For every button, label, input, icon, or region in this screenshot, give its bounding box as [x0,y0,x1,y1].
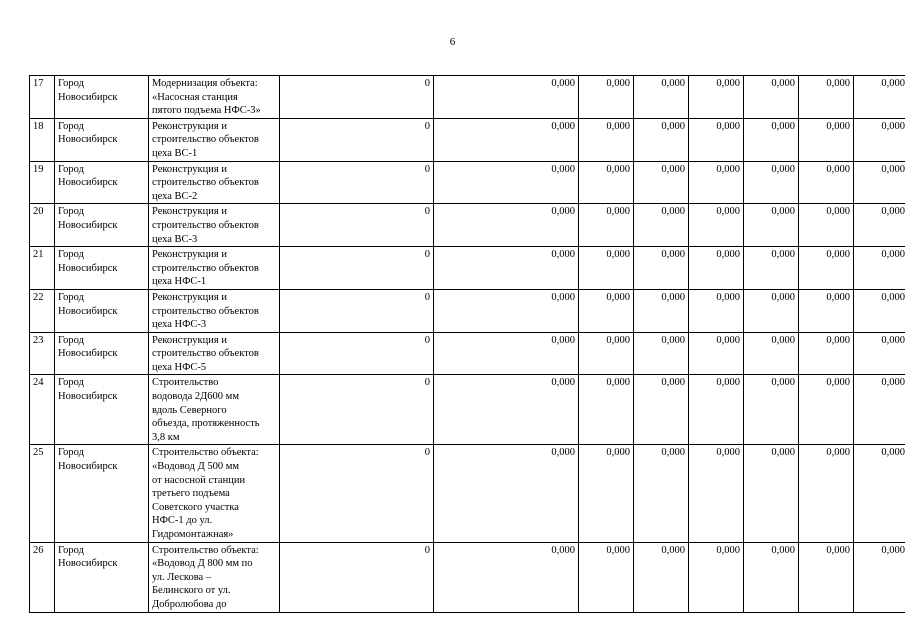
value-cell: 0,000 [799,445,854,542]
count-cell: 0 [280,375,434,445]
value-cell: 0,000 [579,542,634,612]
value-cell: 0,000 [434,542,579,612]
value-cell: 0,000 [434,76,579,119]
value-cell: 0,000 [744,445,799,542]
city-cell: Город Новосибирск [55,118,149,161]
value-cell: 0,000 [434,375,579,445]
value-cell: 0,000 [579,445,634,542]
city-cell: Город Новосибирск [55,247,149,290]
row-number-cell: 25 [30,445,55,542]
table-row [30,332,905,375]
value-cell: 0,000 [689,375,744,445]
city-cell: Город Новосибирск [55,445,149,542]
row-number-cell: 23 [30,332,55,375]
value-cell: 0,000 [579,247,634,290]
project-name-cell: Модернизация объекта: «Насосная станция пятого подъема НФС-3» [149,76,280,119]
value-cell: 0,000 [689,247,744,290]
value-cell: 0,000 [434,247,579,290]
value-cell: 0,000 [854,118,905,161]
value-cell: 0,000 [634,161,689,204]
project-name-cell: Реконструкция и строительство объектов цеха НФС-3 [149,289,280,332]
value-cell: 0,000 [854,445,905,542]
row-number-cell: 17 [30,76,55,119]
value-cell: 0,000 [579,161,634,204]
value-cell: 0,000 [854,204,905,247]
value-cell: 0,000 [799,332,854,375]
table-body [30,76,905,613]
project-name-cell: Реконструкция и строительство объектов цеха НФС-5 [149,332,280,375]
city-cell: Город Новосибирск [55,204,149,247]
value-cell: 0,000 [799,247,854,290]
count-cell: 0 [280,76,434,119]
project-name-cell: Строительство водовода 2Д600 мм вдоль Северного объезда, протяженность 3,8 км [149,375,280,445]
table-row [30,289,905,332]
count-cell: 0 [280,332,434,375]
value-cell: 0,000 [744,289,799,332]
value-cell: 0,000 [579,204,634,247]
city-cell: Город Новосибирск [55,375,149,445]
row-number-cell: 20 [30,204,55,247]
value-cell: 0,000 [854,161,905,204]
row-number-cell: 21 [30,247,55,290]
value-cell: 0,000 [579,289,634,332]
value-cell: 0,000 [434,161,579,204]
value-cell: 0,000 [434,332,579,375]
value-cell: 0,000 [689,445,744,542]
value-cell: 0,000 [689,118,744,161]
table-row [30,542,905,612]
value-cell: 0,000 [854,542,905,612]
value-cell: 0,000 [854,375,905,445]
city-cell: Город Новосибирск [55,542,149,612]
value-cell: 0,000 [634,289,689,332]
value-cell: 0,000 [634,76,689,119]
project-name-cell: Реконструкция и строительство объектов цеха НФС-1 [149,247,280,290]
project-name-cell: Строительство объекта: «Водовод Д 500 мм от насосной станции третьего подъема Советского участка НФС-1 до ул. Гидромонтажная» [149,445,280,542]
page-number: 6 [449,36,456,48]
value-cell: 0,000 [434,118,579,161]
value-cell: 0,000 [799,118,854,161]
table-row [30,375,905,445]
value-cell: 0,000 [634,445,689,542]
project-name-cell: Реконструкция и строительство объектов цеха ВС-2 [149,161,280,204]
value-cell: 0,000 [434,204,579,247]
value-cell: 0,000 [744,247,799,290]
value-cell: 0,000 [634,247,689,290]
value-cell: 0,000 [434,289,579,332]
value-cell: 0,000 [744,118,799,161]
value-cell: 0,000 [579,332,634,375]
value-cell: 0,000 [634,542,689,612]
value-cell: 0,000 [689,542,744,612]
value-cell: 0,000 [744,76,799,119]
table-row [30,76,905,119]
table-row [30,247,905,290]
value-cell: 0,000 [744,161,799,204]
value-cell: 0,000 [579,375,634,445]
value-cell: 0,000 [689,332,744,375]
value-cell: 0,000 [689,76,744,119]
count-cell: 0 [280,204,434,247]
value-cell: 0,000 [799,161,854,204]
value-cell: 0,000 [744,542,799,612]
value-cell: 0,000 [634,332,689,375]
value-cell: 0,000 [799,375,854,445]
table-row [30,445,905,542]
row-number-cell: 19 [30,161,55,204]
value-cell: 0,000 [689,204,744,247]
row-number-cell: 24 [30,375,55,445]
city-cell: Город Новосибирск [55,332,149,375]
project-name-cell: Реконструкция и строительство объектов цеха ВС-3 [149,204,280,247]
value-cell: 0,000 [799,76,854,119]
row-number-cell: 22 [30,289,55,332]
value-cell: 0,000 [744,204,799,247]
row-number-cell: 18 [30,118,55,161]
count-cell: 0 [280,445,434,542]
value-cell: 0,000 [689,161,744,204]
value-cell: 0,000 [689,289,744,332]
value-cell: 0,000 [634,375,689,445]
data-table [29,75,905,613]
value-cell: 0,000 [854,332,905,375]
value-cell: 0,000 [434,445,579,542]
count-cell: 0 [280,289,434,332]
value-cell: 0,000 [854,76,905,119]
row-number-cell: 26 [30,542,55,612]
value-cell: 0,000 [744,332,799,375]
count-cell: 0 [280,542,434,612]
count-cell: 0 [280,247,434,290]
value-cell: 0,000 [799,289,854,332]
table-row [30,118,905,161]
value-cell: 0,000 [634,118,689,161]
table-row [30,204,905,247]
city-cell: Город Новосибирск [55,76,149,119]
value-cell: 0,000 [634,204,689,247]
value-cell: 0,000 [799,204,854,247]
city-cell: Город Новосибирск [55,289,149,332]
project-name-cell: Строительство объекта: «Водовод Д 800 мм по ул. Лескова – Белинского от ул. Добролюбова до [149,542,280,612]
project-name-cell: Реконструкция и строительство объектов цеха ВС-1 [149,118,280,161]
value-cell: 0,000 [799,542,854,612]
value-cell: 0,000 [579,76,634,119]
value-cell: 0,000 [579,118,634,161]
city-cell: Город Новосибирск [55,161,149,204]
value-cell: 0,000 [744,375,799,445]
table-row [30,161,905,204]
value-cell: 0,000 [854,247,905,290]
value-cell: 0,000 [854,289,905,332]
count-cell: 0 [280,118,434,161]
count-cell: 0 [280,161,434,204]
